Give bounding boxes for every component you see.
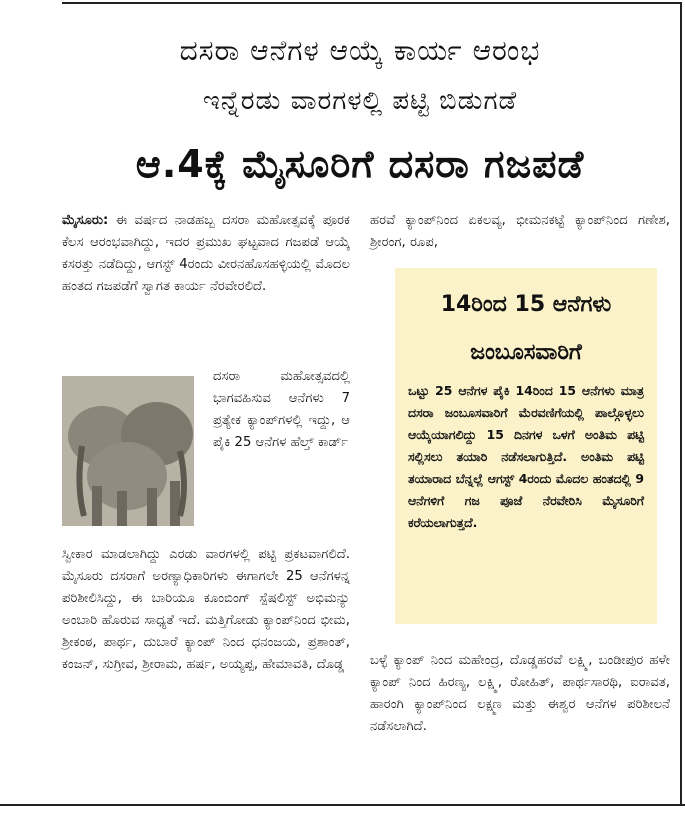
box-title-2: ಜಂಬೂಸವಾರಿಗೆ [470,340,582,365]
article-column-1-wrap [213,366,350,454]
col2-bottom-text: ಬಳ್ಳೆ ಕ್ಯಾಂಪ್ ನಿಂದ ಮಹೇಂದ್ರ, ದೊಡ್ಡಹರವೆ ಲಕ್ಷ್ಮಿ, ಬಂಡೀಪುರ ಹಳೇ ಕ್ಯಾಂಪ್ ನಿಂದ ಹಿರಣ್ಯ, ಲಕ್ಷ್ಮಿ, ರೋಹಿತ್, ಪಾರ್ಥಸಾರಥಿ, ಐರಾವತ, ಹಾರಂಗಿ ಕ್ಯಾಂಪ್‌ನಿಂದ ಲಕ್ಷ್ಮಣ ಮತ್ತು ಈಶ್ವರ ಆನೆಗಳ ಪರಿಶೀಲನೆ ನಡೆಸಲಾಗಿದೆ. [370,653,670,734]
article-column-1-bottom [62,544,350,676]
headline-kicker: ದಸರಾ ಆನೆಗಳ ಆಯ್ಕೆ ಕಾರ್ಯ ಆರಂಭ [179,34,541,67]
article-column-1-top [62,210,350,298]
box-body-text: ಒಟ್ಟು 25 ಆನೆಗಳ ಪೈಕಿ 14ರಿಂದ 15 ಆನೆಗಳು ಮಾತ್ರ ದಸರಾ ಜಂಬೂಸವಾರಿಗೆ ಮೆರವಣಿಗೆಯಲ್ಲಿ ಪಾಲ್ಗೊಳ್ಳಲು ಆಯ್ಕೆಯಾಗಲಿದ್ದು 15 ದಿನಗಳ ಒಳಗೆ ಅಂತಿಮ ಪಟ್ಟಿ ಸಲ್ಲಿಸಲು ತಯಾರಿ ನಡೆಸಲಾಗುತ್ತಿದೆ. ಅಂತಿಮ ಪಟ್ಟಿ ತಯಾರಾದ ಬೆನ್ನಲ್ಲೆ ಆಗಸ್ಟ್ 4ರಂದು ಮೊದಲ ಹಂತದಲ್ಲಿ 9 ಆನೆಗಳಿಗೆ ಗಜ ಪೂಜೆ ನೆರವೇರಿಸಿ ಮೈಸೂರಿಗೆ ಕರೆಯಲಾಗುತ್ತದೆ. [408,383,644,530]
elephants-photo [62,376,194,526]
box-body [408,380,644,534]
para-2a-text: ದಸರಾ ಮಹೋತ್ಸವದಲ್ಲಿ ಭಾಗವಹಿಸುವ ಆನೆಗಳು 7 ಪ್ರತ್ಯೇಕ ಕ್ಯಾಂಪ್‌ಗಳಲ್ಲಿ ಇದ್ದು, ಆ ಪೈಕಿ 25 ಆನೆಗಳ ಹೆಲ್ತ್ ಕಾರ್ಡ್ [213,369,350,450]
para-2b-text: ಸ್ವೀಕಾರ ಮಾಡಲಾಗಿದ್ದು ಎರಡು ವಾರಗಳಲ್ಲಿ ಪಟ್ಟಿ ಪ್ರಕಟವಾಗಲಿದೆ. ಮೈಸೂರು ದಸರಾಗೆ ಅರಣ್ಯಾಧಿಕಾರಿಗಳು ಈಗಾಗಲೇ 25 ಆನೆಗಳನ್ನ ಪರಿಶೀಲಿಸಿದ್ದು, ಈ ಬಾರಿಯೂ ಕೂಂಬಿಂಗ್ ಸ್ಪೆಷಲಿಸ್ಟ್ ಅಭಿಮನ್ಯು ಅಂಬಾರಿ ಹೊರುವ ಸಾಧ್ಯತೆ ಇದೆ. ಮತ್ತಿಗೋಡು ಕ್ಯಾಂಪ್‌ನಿಂದ ಭೀಮ, ಶ್ರೀಕಂಠ, ಪಾರ್ಥ, ದುಬಾರೆ ಕ್ಯಾಂಪ್ ನಿಂದ ಧನಂಜಯ, ಪ್ರಶಾಂತ್, ಕಂಜನ್, ಸುಗ್ರೀವ, ಶ್ರೀರಾಮ, ಹರ್ಷ, ಅಯ್ಯಪ್ಪ, ಹೇಮಾವತಿ, ದೊಡ್ಡ [62,547,350,672]
para-1-text: ಈ ವರ್ಷದ ನಾಡಹಬ್ಬ ದಸರಾ ಮಹೋತ್ಸವಕ್ಕೆ ಪೂರಕ ಕೆಲಸ ಆರಂಭವಾಗಿದ್ದು, ಇದರ ಪ್ರಮುಖ ಘಟ್ಟವಾದ ಗಜಪಡೆ ಆಯ್ಕೆ ಕಸರತ್ತು ನಡೆದಿದ್ದು, ಆಗಸ್ಟ್ 4ರಂದು ವೀರನಹೊಸಹಳ್ಳಿಯಲ್ಲಿ ಮೊದಲ ಹಂತದ ಗಜಪಡೆಗೆ ಸ್ವಾಗತ ಕಾರ್ಯ ನೆರವೇರಲಿದೆ. [62,213,350,294]
box-title-1: 14ರಿಂದ 15 ಆನೆಗಳು [440,292,612,317]
article-para-1 [62,210,350,298]
dateline: ಮೈಸೂರು: [62,213,109,228]
headline-subtitle: ಇನ್ನೆರಡು ವಾರಗಳಲ್ಲಿ ಪಟ್ಟಿ ಬಿಡುಗಡೆ [202,86,518,116]
headline-main: ಆ.4ಕ್ಕೆ ಮೈಸೂರಿಗೆ ದಸರಾ ಗಜಪಡೆ [135,142,585,186]
top-rule [62,2,682,4]
col2-top-text: ಹರವೆ ಕ್ಯಾಂಪ್‌ನಿಂದ ಏಕಲವ್ಯ, ಭೀಮನಕಟ್ಟೆ ಕ್ಯಾಂಪ್‌ನಿಂದ ಗಣೇಶ, ಶ್ರೀರಂಗ, ರೂಪ, [370,213,670,250]
highlight-box [395,268,657,624]
article-column-2-bottom [370,650,670,738]
article-column-2-top [370,210,670,254]
elephant-image-icon [62,376,194,526]
bottom-rule [0,804,685,806]
right-rule [680,2,682,805]
